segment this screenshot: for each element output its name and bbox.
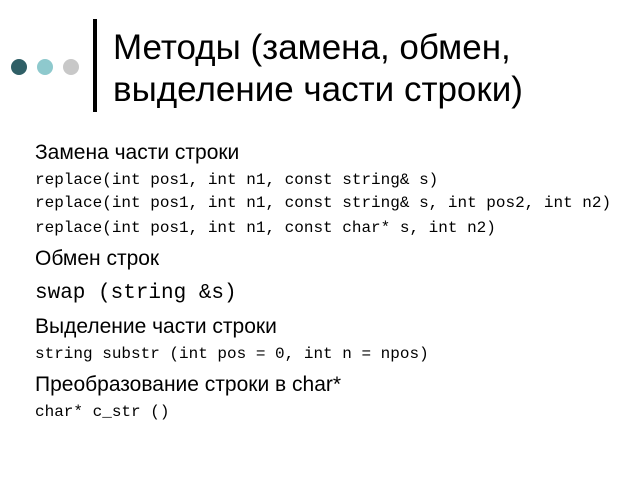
slide-content (35, 140, 625, 423)
code-replace-1: replace(int pos1, int n1, const string& s) (35, 171, 439, 189)
decor-dot-2 (37, 59, 53, 75)
decor-dots (11, 59, 79, 75)
decor-dot-1 (11, 59, 27, 75)
code-swap: swap (string &s) (35, 282, 237, 305)
section-heading-replace: Замена части строки (35, 141, 240, 164)
slide-title: Методы (замена, обмен, выделение части строки) (113, 28, 523, 109)
section-heading-substr: Выделение части строки (35, 315, 277, 338)
code-replace-3: replace(int pos1, int n1, const char* s, int n2) (35, 219, 496, 237)
code-replace-2: replace(int pos1, int n1, const string& s, int pos2, int n2) (35, 194, 612, 212)
decor-dot-3 (63, 59, 79, 75)
section-heading-cstr: Преобразование строки в char* (35, 373, 342, 396)
title-accent-bar (93, 19, 97, 112)
section-heading-swap: Обмен строк (35, 247, 160, 270)
code-cstr: char* c_str () (35, 403, 170, 421)
code-substr: string substr (int pos = 0, int n = npos) (35, 345, 429, 363)
